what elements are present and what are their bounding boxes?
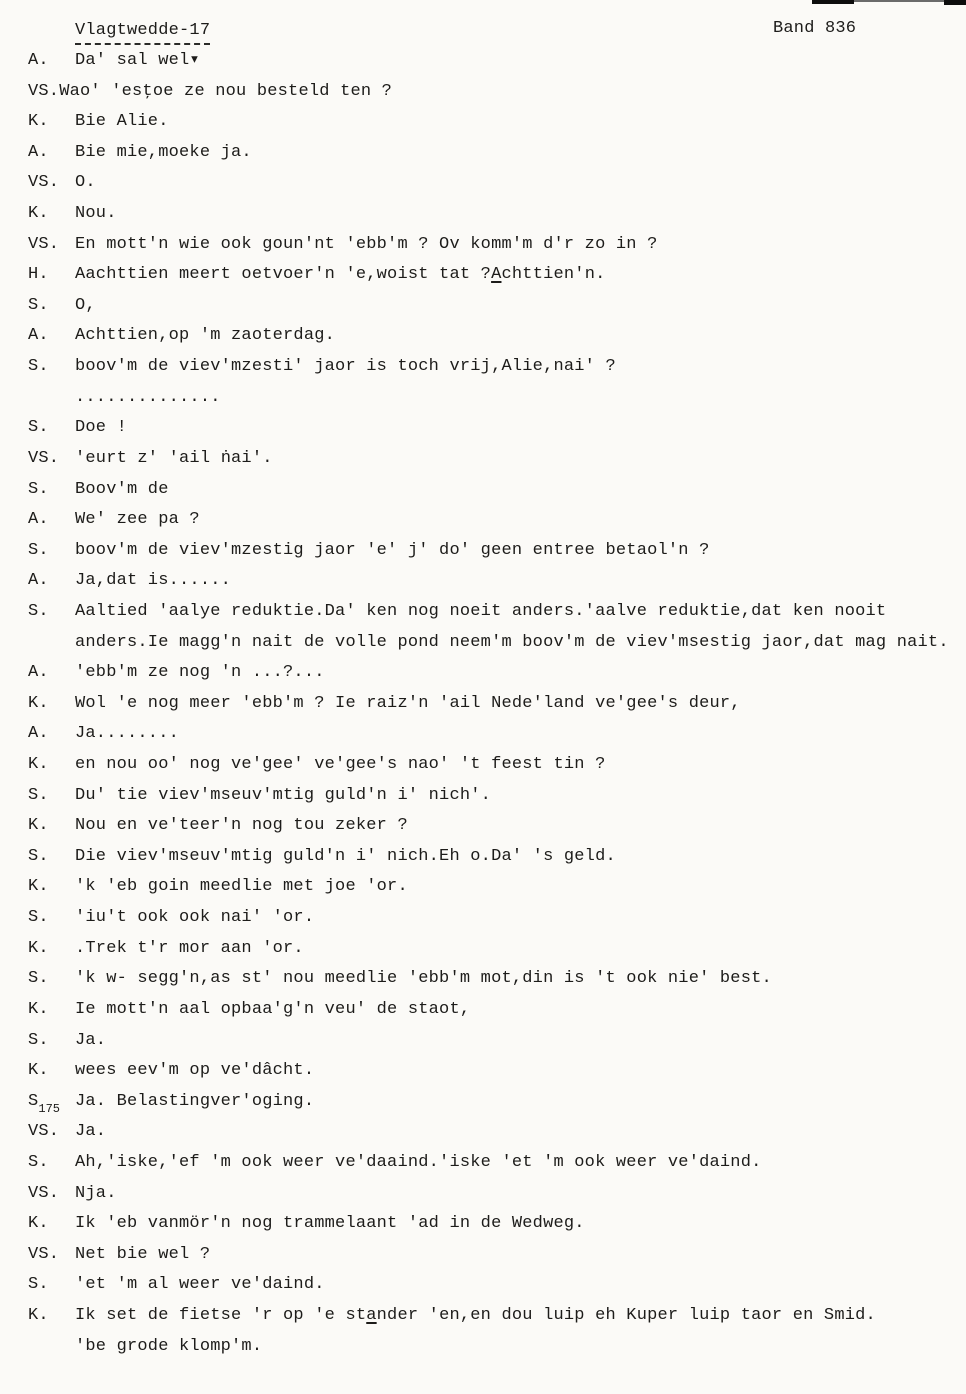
speaker-label: $S_{175}$: [28, 1091, 61, 1116]
speaker-label: K.: [28, 755, 49, 775]
line-text: [59, 82, 392, 101]
text-part: wees eev'm op ve'dâcht.: [75, 1061, 315, 1081]
transcript-line: [0, 230, 966, 261]
line-text: [75, 755, 606, 774]
transcript-line: [0, 321, 966, 352]
text-part: Doe !: [75, 418, 128, 438]
transcript-line: [0, 1117, 966, 1148]
line-text: [75, 296, 96, 315]
speaker-label: S.: [28, 1152, 49, 1172]
transcript-line: [0, 444, 966, 475]
transcript-line: [0, 658, 966, 689]
line-text: [75, 602, 886, 621]
text-part: Boov'm de: [75, 479, 169, 499]
line-text: [75, 357, 616, 376]
text-part: Nja.: [75, 1183, 117, 1203]
line-text: [75, 143, 252, 162]
text-part: Ja.: [75, 1030, 107, 1050]
transcript-line: [0, 1087, 966, 1118]
line-text: [75, 1337, 262, 1356]
transcript: [0, 46, 966, 1362]
transcript-line: [0, 811, 966, 842]
line-text: [75, 173, 96, 192]
line-text: [75, 1061, 314, 1080]
line-text: [75, 633, 949, 652]
speaker-label: A.: [28, 510, 49, 530]
line-text: [75, 1031, 106, 1050]
line-text: [75, 449, 273, 468]
transcript-line: [0, 138, 966, 169]
text-part: Wol 'e nog meer 'ebb'm ? Ie raiz'n 'ail Nede'land ve'gee's deur,: [75, 693, 741, 713]
text-part: chttien'n.: [501, 265, 606, 285]
speaker-label: VS.: [28, 234, 60, 254]
transcript-line: [0, 77, 966, 108]
speaker-label: S.: [28, 601, 49, 621]
text-part: .Trek t'r mor aan 'or.: [75, 938, 304, 958]
line-text: [75, 204, 117, 223]
line-text: [75, 877, 408, 896]
transcript-line: [0, 1270, 966, 1301]
transcript-line: [0, 505, 966, 536]
line-text: [75, 1306, 876, 1325]
band-label: Band 836: [773, 19, 857, 38]
transcript-line: [0, 1240, 966, 1271]
text-part: Net bie wel ?: [75, 1244, 211, 1264]
line-text: [75, 786, 491, 805]
transcript-line: [0, 536, 966, 567]
text-part: Ik 'eb vanmör'n nog trammelaant 'ad in de Wedweg.: [75, 1214, 585, 1234]
text-part: 'iu't ook ook nai' 'or.: [75, 908, 315, 928]
transcript-line: [0, 383, 966, 414]
line-text: [75, 1000, 470, 1019]
text-part: Ie mott'n aal opbaa'g'n veu' de staot,: [75, 999, 471, 1019]
text-part: en nou oo' nog ve'gee' ve'gee's nao' 't feest tin ?: [75, 755, 606, 775]
transcript-line: [0, 995, 966, 1026]
text-part: Ja,dat is......: [75, 571, 232, 591]
speaker-label: A.: [28, 51, 49, 70]
transcript-line: [0, 628, 966, 659]
speaker-label: A.: [28, 142, 49, 162]
text-part: 'ebb'm ze nog 'n ...?...: [75, 663, 325, 683]
speaker-label: K.: [28, 693, 49, 713]
text-part: O,: [75, 295, 96, 315]
underlined-char: a: [366, 1305, 377, 1325]
text-part: En mott'n wie ook goun'nt 'ebb'm ? Ov komm'm d'r zo in ?: [75, 234, 658, 254]
line-text: [75, 1122, 106, 1141]
speaker-label: S.: [28, 1275, 49, 1295]
text-part: boov'm de viev'mzesti' jaor is toch vrij,Alie,nai' ?: [75, 357, 616, 377]
line-text: [75, 1092, 314, 1111]
speaker-label: K.: [28, 1061, 49, 1081]
text-part: Ja. Belastingver'oging.: [75, 1091, 315, 1111]
speaker-label: S.: [28, 1030, 49, 1050]
text-part: Ik set de fietse 'r op 'e st: [75, 1305, 367, 1325]
transcript-line: [0, 781, 966, 812]
speaker-label: A.: [28, 724, 49, 744]
text-part: 'eurt z' 'ail ṅai'.: [75, 448, 273, 468]
line-text: [75, 388, 221, 407]
speaker-label: K.: [28, 112, 49, 132]
scan-artifact-mark: [812, 0, 854, 4]
transcript-line: [0, 934, 966, 965]
transcript-line: [0, 1148, 966, 1179]
line-text: [75, 480, 169, 499]
text-part: Bie Alie.: [75, 112, 169, 132]
text-part: Achttien,op 'm zaoterdag.: [75, 326, 336, 346]
line-text: [75, 724, 179, 743]
speaker-label: S.: [28, 969, 49, 989]
transcript-line: [0, 352, 966, 383]
text-part: Aachttien meert oetvoer'n 'e,woist tat ?: [75, 265, 492, 285]
line-text: [75, 847, 616, 866]
line-text: [75, 541, 710, 560]
line-text: [75, 326, 335, 345]
speaker-label: K.: [28, 816, 49, 836]
line-text: [75, 235, 658, 254]
speaker-label: S.: [28, 295, 49, 315]
text-part: Aaltied 'aalye reduktie.Da' ken nog noeit anders.'aalve reduktie,dat ken nooit: [75, 601, 887, 621]
text-part: Bie mie,moeke ja.: [75, 142, 252, 162]
line-text: [75, 112, 169, 131]
speaker-label: VS.: [28, 1122, 60, 1142]
line-text: [75, 816, 408, 835]
line-text: [75, 969, 772, 988]
transcript-line: [0, 1179, 966, 1210]
line-text: [75, 1214, 585, 1233]
transcript-line: [0, 719, 966, 750]
speaker-label: S.: [28, 357, 49, 377]
speaker-label: A.: [28, 571, 49, 591]
speaker-label: VS.: [28, 173, 60, 193]
line-text: [75, 908, 314, 927]
speaker-label: S.: [28, 540, 49, 560]
transcript-line: [0, 260, 966, 291]
line-text: [75, 939, 304, 958]
line-text: [75, 51, 200, 70]
text-part: O.: [75, 173, 96, 193]
line-text: [75, 418, 127, 437]
line-text: [75, 571, 231, 590]
transcript-line: [0, 1209, 966, 1240]
speaker-label: K.: [28, 938, 49, 958]
text-part: Ja.: [75, 1122, 107, 1142]
page-number: 175: [38, 1101, 61, 1116]
transcript-line: [0, 566, 966, 597]
transcript-line: [0, 168, 966, 199]
line-text: [75, 1245, 210, 1264]
text-part: boov'm de viev'mzestig jaor 'e' j' do' geen entree betaol'n ?: [75, 540, 710, 560]
transcript-line: [0, 1301, 966, 1332]
text-part: anders.Ie magg'n nait de volle pond neem'm boov'm de viev'msestig jaor,dat mag nait.: [75, 632, 949, 652]
speaker-label: K.: [28, 999, 49, 1019]
transcript-line: [0, 413, 966, 444]
line-text: [75, 1275, 325, 1294]
line-text: [75, 663, 325, 682]
speaker-label: A.: [28, 663, 49, 683]
text-part: 'et 'm al weer ve'daind.: [75, 1275, 325, 1295]
speaker-label: K.: [28, 877, 49, 897]
transcript-line: [0, 842, 966, 873]
text-part: Da' sal wel▾: [75, 51, 200, 70]
page-title: Vlagtwedde-17: [75, 21, 210, 45]
underlined-char: A: [491, 265, 502, 285]
speaker-label: S.: [28, 785, 49, 805]
transcript-line: [0, 1332, 966, 1363]
line-text: [75, 1153, 762, 1172]
speaker-label: A.: [28, 326, 49, 346]
transcript-line: [0, 750, 966, 781]
text-part: Ja........: [75, 724, 180, 744]
speaker-label: S.: [28, 479, 49, 499]
speaker-label: K.: [28, 1305, 49, 1325]
text-part: We' zee pa ?: [75, 510, 200, 530]
scan-artifact-mark: [944, 0, 966, 5]
text-part: Nou en ve'teer'n nog tou zeker ?: [75, 816, 408, 836]
line-text: [75, 510, 200, 529]
speaker-label: S.: [28, 908, 49, 928]
speaker-label: S.: [28, 418, 49, 438]
transcript-line: [0, 1056, 966, 1087]
transcript-line: [0, 872, 966, 903]
speaker-label: VS.: [28, 1183, 60, 1203]
transcript-line: [0, 199, 966, 230]
transcript-line: [0, 475, 966, 506]
transcript-line: [0, 964, 966, 995]
text-part: Wao' 'esţoe ze nou besteld ten ?: [59, 81, 393, 101]
speaker-label: VS.: [28, 81, 60, 101]
transcript-line: [0, 689, 966, 720]
text-part: ..............: [75, 387, 221, 407]
transcript-line: [0, 291, 966, 322]
text-part: 'be grode klomp'm.: [75, 1336, 263, 1356]
text-part: 'k w- segg'n,as st' nou meedlie 'ebb'm mot,din is 't ook nie' best.: [75, 969, 772, 989]
speaker-label: K.: [28, 1214, 49, 1234]
line-text: [75, 265, 606, 284]
line-text: [75, 694, 741, 713]
transcript-line: [0, 46, 966, 77]
transcript-line: [0, 597, 966, 628]
speaker-label: VS.: [28, 1244, 60, 1264]
speaker-label: K.: [28, 204, 49, 224]
transcript-line: [0, 1026, 966, 1057]
speaker-label: VS.: [28, 448, 60, 468]
text-part: nder 'en,en dou luip eh Kuper luip taor en Smid.: [376, 1305, 876, 1325]
text-part: Du' tie viev'mseuv'mtig guld'n i' nich'.: [75, 785, 492, 805]
speaker-label: H.: [28, 265, 49, 285]
speaker-label: S.: [28, 846, 49, 866]
text-part: Die viev'mseuv'mtig guld'n i' nich.Eh o.Da' 's geld.: [75, 846, 616, 866]
transcript-line: [0, 903, 966, 934]
line-text: [75, 1184, 117, 1203]
text-part: Nou.: [75, 204, 117, 224]
text-part: 'k 'eb goin meedlie met joe 'or.: [75, 877, 408, 897]
text-part: Ah,'iske,'ef 'm ook weer ve'daaind.'iske 'et 'm ook weer ve'daind.: [75, 1152, 762, 1172]
transcript-line: [0, 107, 966, 138]
